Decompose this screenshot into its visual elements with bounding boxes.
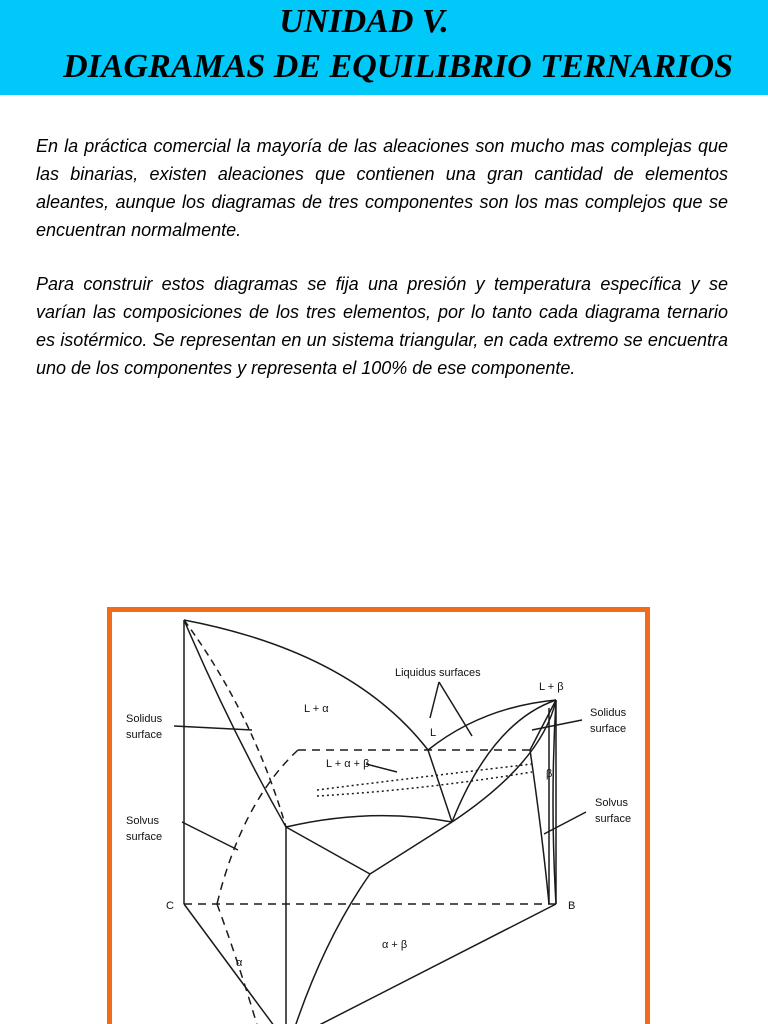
- l-alpha-beta-label: L + α + β: [326, 758, 370, 770]
- l-beta-label: L + β: [539, 681, 564, 693]
- solvus-right-leader: [544, 812, 586, 834]
- eutectic-dotted-line-2: [317, 772, 532, 796]
- solvus-front-right: [370, 822, 452, 874]
- liquidus-leader-left: [430, 682, 439, 718]
- solidus-plane-front: [286, 816, 452, 827]
- base-right-edge: [286, 904, 556, 1024]
- unit-title: UNIDAD V.: [279, 3, 449, 40]
- page-title: DIAGRAMAS DE EQUILIBRIO TERNARIOS: [63, 48, 733, 85]
- eutectic-trough-right: [452, 700, 556, 822]
- solvus-left-label-1: Solvus: [126, 815, 160, 827]
- solvus-left-leader: [182, 822, 238, 850]
- solvus-front-left: [286, 827, 370, 874]
- vertex-b-label: B: [568, 900, 576, 912]
- alpha-label: α: [236, 957, 243, 969]
- solidus-right-label-1: Solidus: [590, 707, 627, 719]
- solidus-right-leader: [532, 720, 582, 730]
- vertex-c-label: C: [166, 900, 174, 912]
- ternary-diagram-drawing: [112, 612, 645, 1024]
- title-banner: [0, 0, 768, 95]
- solidus-left-dashed: [184, 620, 286, 827]
- solidus-right-edge: [530, 700, 556, 750]
- l-label: L: [430, 727, 437, 739]
- ternary-diagram-figure: [107, 607, 650, 1024]
- solidus-left-outer: [184, 620, 286, 827]
- solidus-left-label-1: Solidus: [126, 713, 163, 725]
- solidus-right-label-2: surface: [590, 723, 627, 735]
- solidus-right-surface: [452, 700, 556, 822]
- intro-paragraph: En la práctica comercial la mayoría de las aleaciones son mucho mas complejas que las binarias, existen aleaciones que contienen una gran cantidad de elementos aleantes, aunque los diagramas de tres componentes son los mas complejos que se encuentran normalmente.: [36, 136, 728, 240]
- solvus-left-label-2: surface: [126, 831, 163, 843]
- alpha-beta-label: α + β: [382, 939, 408, 951]
- l-alpha-label: L + α: [304, 703, 329, 715]
- solvus-right-label-2: surface: [595, 813, 632, 825]
- construction-paragraph: Para construir estos diagramas se fija una presión y temperatura específica y se varían las composiciones de los tres elementos, por lo tanto cada diagrama ternario es isotérmico. Se representan en un sistema triangular, en cada extremo se encuentra uno de los componentes y representa el 100% de ese componente.: [36, 274, 728, 378]
- l-alpha-beta-leader: [366, 764, 397, 772]
- liquidus-label: Liquidus surfaces: [395, 667, 481, 679]
- liquidus-curve-left: [184, 620, 428, 750]
- solvus-right-label-1: Solvus: [595, 797, 629, 809]
- beta-label: β: [546, 768, 553, 780]
- solidus-left-leader: [174, 726, 252, 730]
- liquidus-leader-right: [439, 682, 472, 736]
- solvus-front-drop: [290, 874, 370, 1024]
- solidus-left-label-2: surface: [126, 729, 163, 741]
- base-left-edge: [184, 904, 286, 1024]
